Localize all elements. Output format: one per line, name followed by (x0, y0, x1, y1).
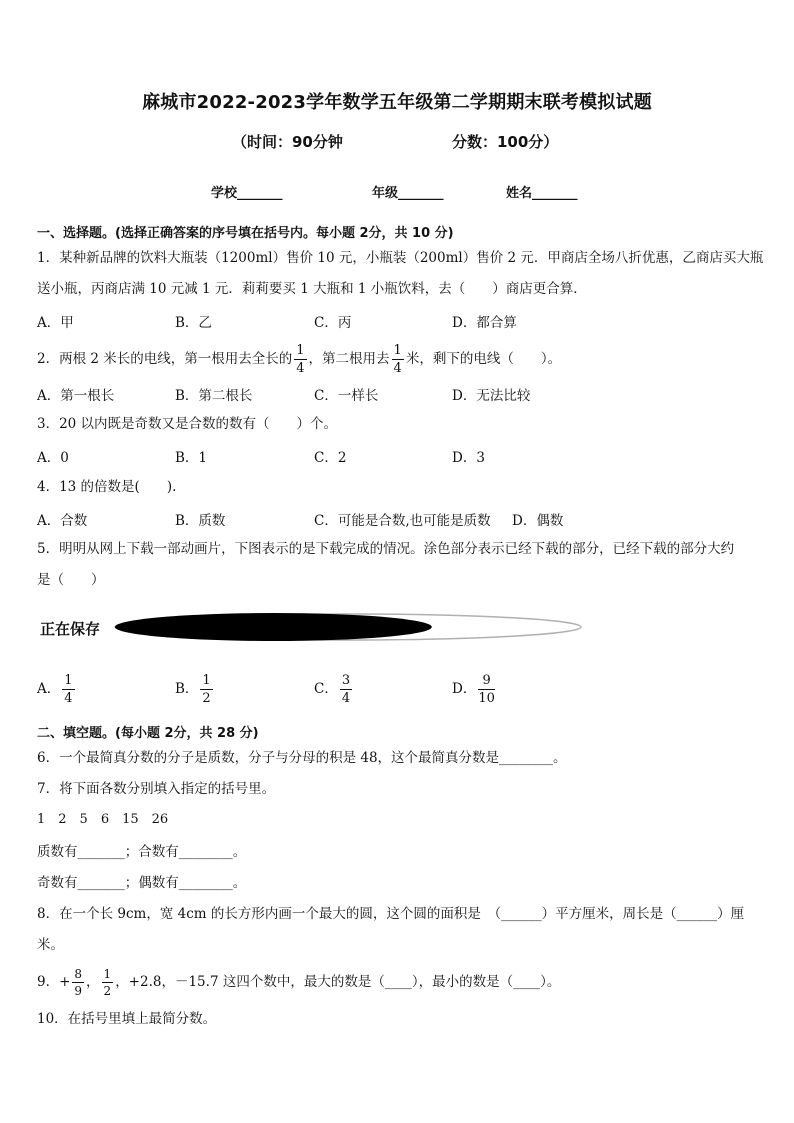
q5-option-d-denominator: 10 (478, 691, 495, 706)
q4-option-b: B．质数 (175, 513, 226, 529)
q3-option-b: B．1 (175, 450, 208, 466)
q5-option-a-numerator: 1 (64, 673, 73, 688)
q5-option-c (314, 670, 354, 708)
q3-option-d: D．3 (452, 450, 485, 466)
q2-fraction-2-denominator: 4 (393, 361, 402, 376)
q2-stem (37, 340, 561, 378)
grade-field: 年级_______ (372, 186, 444, 201)
q1-option-b: B．乙 (175, 315, 212, 331)
q5-option-b-denominator: 2 (202, 691, 211, 706)
section1-heading: 一、选择题。(选择正确答案的序号填在括号内。每小题 2分，共 10 分) (37, 226, 454, 241)
q1-line2: 送小瓶，丙商店满 10 元减 1 元．莉莉要买 1 大瓶和 1 小瓶饮料，去（ ）商店更合算． (37, 281, 587, 297)
q4-option-d: D．偶数 (512, 513, 564, 529)
q7-text: 7．将下面各数分别填入指定的括号里。 (37, 781, 276, 797)
q5-option-a-label: A． (37, 681, 61, 697)
name-field: 姓名_______ (506, 186, 578, 201)
q5-option-b-fraction (200, 674, 212, 705)
exam-time: （时间：90分钟 (232, 133, 343, 151)
q4-text: 4．13 的倍数是( ). (37, 479, 177, 495)
q1-option-a: A．甲 (37, 315, 74, 331)
q9-separator: ， (86, 974, 100, 990)
q2-fraction-1-denominator: 4 (296, 361, 305, 376)
q3-option-c: C．2 (314, 450, 347, 466)
q5-option-d (452, 670, 497, 708)
q1-line1: 1．某种新品牌的饮料大瓶装（1200ml）售价 10 元，小瓶装（200ml）售价 2 元．甲商店全场八折优惠，乙商店买大瓶 (37, 250, 764, 266)
progress-fill (115, 613, 432, 641)
q5-line1: 5．明明从网上下载一部动画片，下图表示的是下载完成的情况。涂色部分表示已经下载的部分，已经下载的部分大约 (37, 541, 735, 557)
q1-option-c: C．丙 (314, 315, 352, 331)
q9-prefix: 9．+ (37, 974, 71, 990)
q9-fraction-2-denominator: 2 (103, 984, 112, 998)
q2-fraction-1-numerator: 1 (296, 343, 305, 358)
q5-option-b-label: B． (175, 681, 199, 697)
q4-option-c: C．可能是合数,也可能是质数 (314, 513, 491, 529)
q2-option-c: C．一样长 (314, 388, 379, 404)
q9-fraction-1-denominator: 9 (74, 984, 83, 998)
q5-option-a (37, 670, 77, 708)
q5-option-c-numerator: 3 (341, 673, 351, 688)
q2-option-b: B．第二根长 (175, 388, 253, 404)
q7-numbers: 1 2 5 6 15 26 (37, 812, 169, 827)
q9-fraction-1-numerator: 8 (74, 967, 83, 981)
q5-option-b (175, 670, 215, 708)
q4-option-a: A．合数 (37, 513, 88, 529)
q5-option-a-denominator: 4 (64, 691, 73, 706)
q5-option-c-fraction (340, 674, 352, 705)
q3-option-a: A．0 (37, 450, 69, 466)
q2-fraction-2-numerator: 1 (393, 343, 402, 358)
q6-text: 6．一个最简真分数的分子是质数，分子与分母的积是 48，这个最简真分数是________。 (37, 750, 567, 766)
page-title: 麻城市2022-2023学年数学五年级第二学期期末联考模拟试题 (142, 92, 652, 113)
q5-option-a-fraction (62, 674, 74, 705)
download-progress-bar (112, 610, 588, 646)
q3-text: 3．20 以内既是奇数又是合数的数有（ ）个。 (37, 416, 338, 432)
q5-option-d-numerator: 9 (478, 674, 495, 690)
q9-fraction-2-numerator: 1 (103, 967, 112, 981)
q7-line1: 质数有_______；合数有________。 (37, 844, 247, 860)
q2-text-part2: ，第二根用去 (308, 351, 390, 367)
q5-option-d-label: D． (452, 681, 477, 697)
progress-label: 正在保存 (40, 620, 101, 638)
q2-fraction-1 (294, 344, 306, 375)
q9-fraction-1 (72, 968, 84, 997)
q5-option-c-denominator: 4 (341, 691, 351, 706)
q5-option-c-label: C． (314, 681, 338, 697)
q7-line2: 奇数有_______；偶数有________。 (37, 875, 247, 891)
q2-option-d: D．无法比较 (452, 388, 531, 404)
q2-text-part1: 2．两根 2 米长的电线，第一根用去全长的 (37, 351, 293, 367)
q5-option-b-numerator: 1 (202, 673, 211, 688)
q2-option-a: A．第一根长 (37, 388, 115, 404)
q2-text-part3: 米，剩下的电线（ ）。 (405, 351, 562, 367)
q8-line2: 米。 (37, 937, 64, 953)
section2-heading: 二、填空题。(每小题 2分，共 28 分) (37, 726, 259, 741)
q1-option-d: D．都合算 (452, 315, 517, 331)
q10-text: 10．在括号里填上最简分数。 (37, 1011, 217, 1027)
q9-fraction-2 (102, 968, 114, 997)
q8-line1: 8．在一个长 9cm，宽 4cm 的长方形内画一个最大的圆，这个圆的面积是 （______）平方厘米，周长是（______）厘 (37, 906, 745, 922)
q5-option-d-fraction (478, 674, 495, 705)
school-field: 学校_______ (211, 186, 283, 201)
q2-fraction-2 (392, 344, 404, 375)
q9-text (37, 963, 560, 1001)
exam-score: 分数：100分） (452, 133, 559, 151)
q9-suffix: ，+2.8，－15.7 这四个数中，最大的数是（____），最小的数是（____）。 (115, 974, 561, 990)
q5-line2: 是（ ） (37, 572, 105, 588)
